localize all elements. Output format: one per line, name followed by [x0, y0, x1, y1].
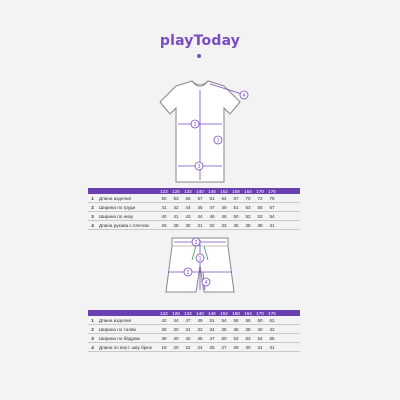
shorts-marker-4: [202, 278, 210, 286]
table-row: 3 Ширина по низу 40 41 43 44 46 48 50 52 53 54: [88, 212, 300, 221]
table-row: 4 Длина рукава с плечом 26 28 30 31 32 33 35 38 39 41: [88, 221, 300, 230]
logo-dot-icon: [197, 54, 201, 58]
shorts-illustration: [0, 232, 400, 312]
svg-text:3: 3: [197, 164, 201, 170]
tshirt-size-header: 122 128 134 140 146 152 158 164 170 176: [88, 188, 300, 194]
table-row: 2 Ширина по талии 28 30 31 32 34 35 36 38 40 42: [88, 325, 300, 334]
tshirt-size-table: [88, 188, 300, 230]
tshirt-marker-3: [195, 162, 203, 170]
tshirt-marker-1: [214, 136, 222, 144]
table-row: 1 Длина изделия 42 44 47 49 51 54 56 58 60 62: [88, 316, 300, 325]
shorts-size-table: [88, 310, 300, 352]
svg-text:2: 2: [193, 122, 197, 128]
svg-text:1: 1: [198, 256, 202, 262]
table-row: 2 Ширина по груди 41 42 44 45 47 49 51 53 55 57: [88, 203, 300, 212]
tshirt-illustration: [0, 72, 400, 202]
svg-text:4: 4: [242, 93, 246, 99]
tshirt-marker-4: [240, 91, 248, 99]
svg-text:1: 1: [216, 138, 220, 144]
shorts-marker-3: [184, 268, 192, 276]
svg-text:3: 3: [186, 270, 190, 276]
svg-text:4: 4: [204, 280, 208, 286]
shorts-marker-2: [192, 238, 200, 246]
table-row: 3 Ширина по бёдрам 39 40 42 45 47 50 52 53 54 55: [88, 334, 300, 343]
tshirt-marker-2: [191, 120, 199, 128]
shorts-marker-1: [196, 254, 204, 262]
table-row: 1 Длина изделия 50 53 55 57 61 64 67 70 72 75: [88, 194, 300, 203]
brand-logo: playToday: [159, 33, 241, 49]
table-row: 4 Длина по внут. шву брюк 19 20 22 24 25 27 29 30 31 31: [88, 343, 300, 352]
svg-text:2: 2: [194, 240, 198, 246]
shorts-size-header: 122 128 134 140 146 152 158 164 170 176: [88, 310, 300, 316]
